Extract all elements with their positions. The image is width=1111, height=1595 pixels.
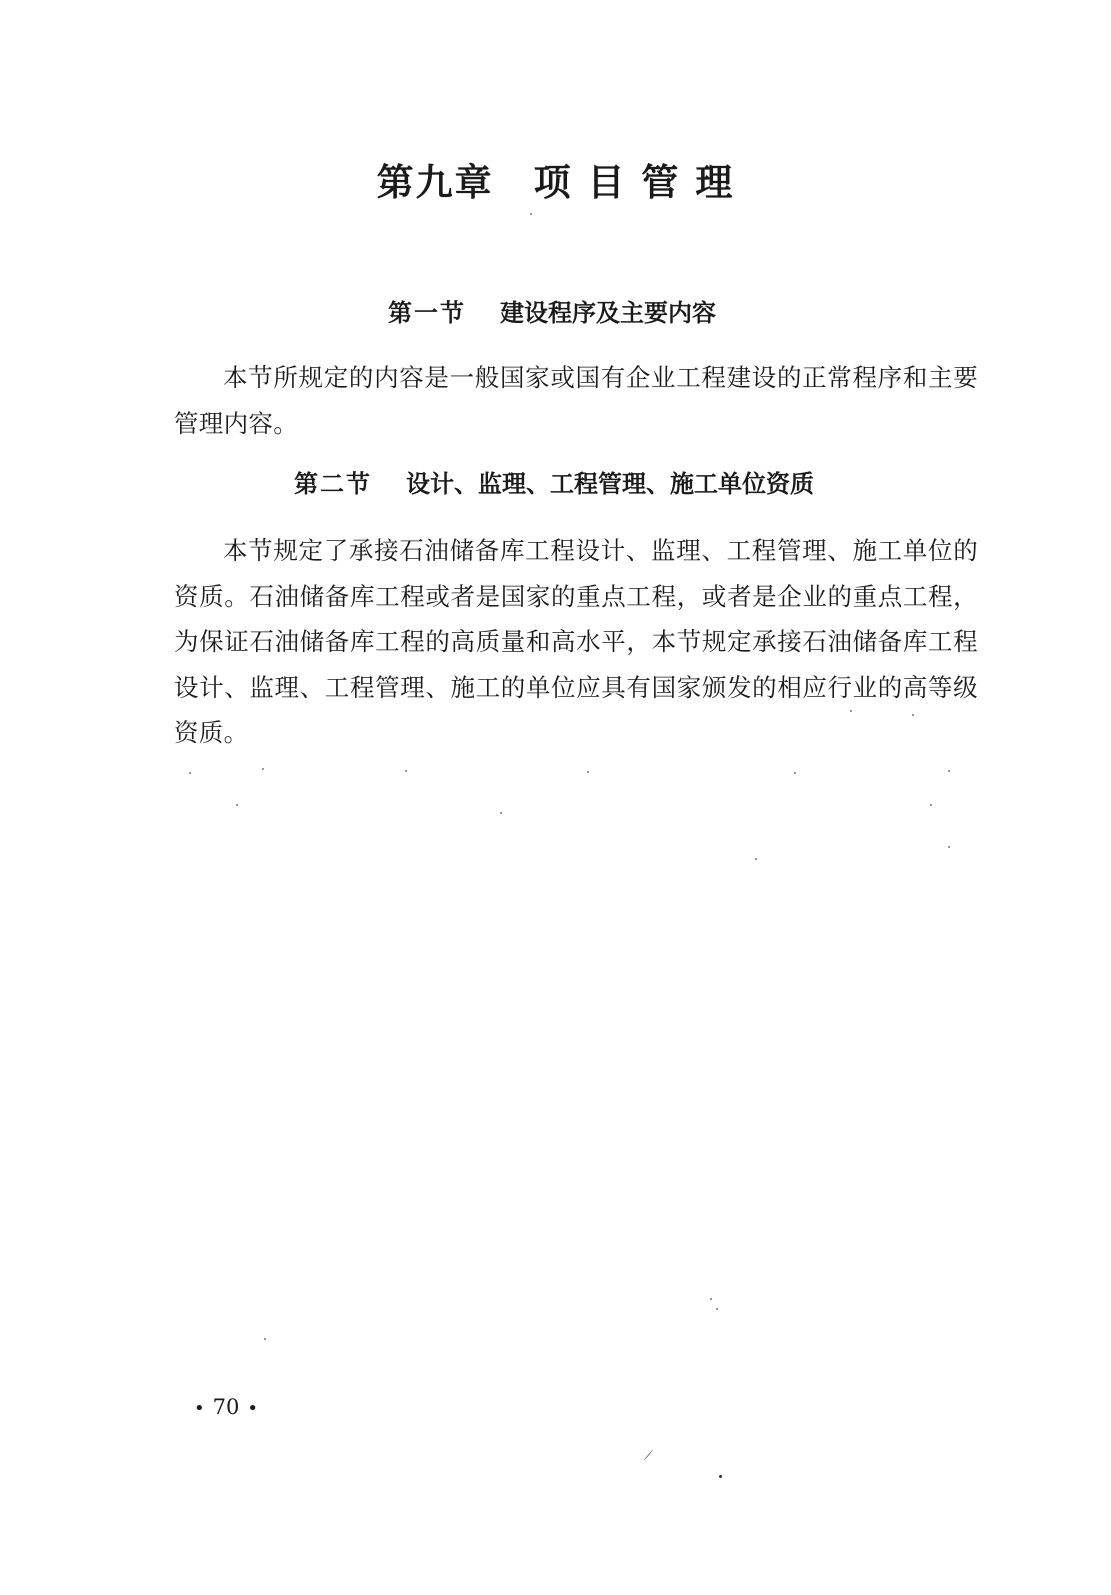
scan-speck bbox=[587, 771, 589, 773]
section-2-heading bbox=[294, 467, 814, 501]
scan-speck bbox=[948, 846, 950, 848]
scan-speck bbox=[850, 710, 852, 712]
scan-speck bbox=[262, 768, 264, 770]
page-number-left-dot: • bbox=[194, 1398, 205, 1419]
scan-speck bbox=[794, 772, 796, 774]
section-2-paragraph: 本节规定了承接石油储备库工程设计、监理、工程管理、施工单位的资质。石油储备库工程或者是国家的重点工程，或者是企业的重点工程，为保证石油储备库工程的高质量和高水平，本节规定承接石油储备库工程设计、监理、工程管理、施工的单位应具有国家颁发的相应行业的高等级资质。 bbox=[174, 536, 978, 747]
section-1-heading bbox=[388, 296, 716, 330]
scan-speck bbox=[719, 1475, 722, 1478]
scan-speck bbox=[948, 770, 950, 772]
section-1-number: 第一节 bbox=[388, 299, 466, 327]
scan-speck bbox=[236, 804, 238, 806]
scan-speck bbox=[716, 1308, 718, 1310]
scan-speck bbox=[930, 804, 932, 806]
chapter-name: 项 目 管 理 bbox=[533, 161, 735, 204]
page-number-right-dot: • bbox=[247, 1398, 258, 1419]
chapter-number: 第九章 bbox=[376, 161, 494, 204]
scan-speck bbox=[755, 858, 757, 860]
scan-speck bbox=[189, 772, 191, 774]
scan-speck bbox=[644, 1449, 654, 1460]
scan-speck bbox=[500, 812, 502, 814]
page-number-value: 70 bbox=[212, 1395, 240, 1419]
section-2-title: 设计、监理、工程管理、施工单位资质 bbox=[406, 470, 814, 498]
page-number bbox=[186, 1393, 266, 1423]
scan-speck bbox=[710, 1298, 712, 1300]
section-2-number: 第二节 bbox=[294, 470, 372, 498]
scan-speck bbox=[530, 213, 532, 215]
scan-speck bbox=[264, 1338, 266, 1340]
section-1-paragraph: 本节所规定的内容是一般国家或国有企业工程建设的正常程序和主要管理内容。 bbox=[174, 363, 978, 438]
chapter-title bbox=[0, 158, 1111, 208]
section-1-title: 建设程序及主要内容 bbox=[500, 299, 716, 327]
scan-speck bbox=[912, 714, 914, 716]
scan-speck bbox=[405, 770, 407, 772]
